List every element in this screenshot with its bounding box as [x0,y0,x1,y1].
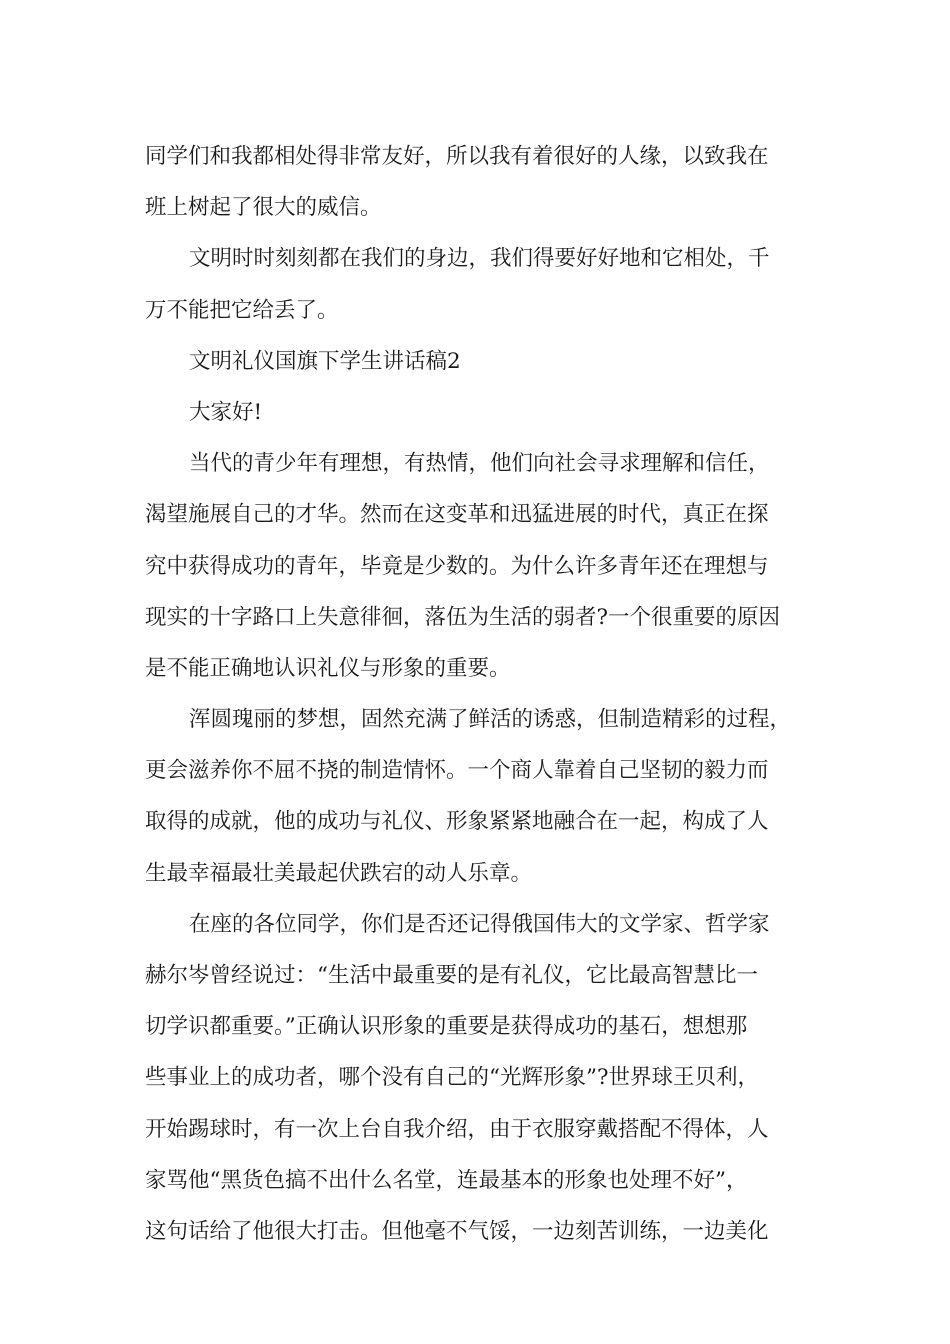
text-line: 切学识都重要。”正确认识形象的重要是获得成功的基石，想想那 [145,1014,748,1040]
text-line: 班上树起了很大的威信。 [145,195,382,221]
document-body [145,131,825,1257]
text-line: 是不能正确地认识礼仪与形象的重要。 [145,655,511,681]
text-line: 家骂他“黑货色搞不出什么名堂，连最基本的形象也处理不好”， [145,1167,748,1193]
salutation: 大家好! [189,399,263,425]
text-line: 更会滋养你不屈不挠的制造情怀。一个商人靠着自己坚韧的毅力而 [145,758,769,784]
text-line: 在座的各位同学，你们是否还记得俄国伟大的文学家、哲学家 [189,911,770,937]
text-line: 万不能把它给丢了。 [145,297,339,323]
text-line: 浑圆瑰丽的梦想，固然充满了鲜活的诱惑，但制造精彩的过程， [189,707,792,733]
text-line: 生最幸福最壮美最起伏跌宕的动人乐章。 [145,860,533,886]
text-line: 文明时时刻刻都在我们的身边，我们得要好好地和它相处，千 [189,246,770,272]
text-line: 取得的成就，他的成功与礼仪、形象紧紧地融合在一起，构成了人 [145,809,769,835]
text-line: 现实的十字路口上失意徘徊，落伍为生活的弱者?一个很重要的原因 [145,604,781,630]
text-line: 当代的青少年有理想，有热情，他们向社会寻求理解和信任， [189,451,770,477]
text-line: 赫尔岑曾经说过：“生活中最重要的是有礼仪，它比最高智慧比一 [145,963,758,988]
text-line: 些事业上的成功者，哪个没有自己的“光辉形象”?世界球王贝利， [145,1065,760,1091]
section-heading: 文明礼仪国旗下学生讲话稿2 [189,348,461,374]
text-line: 究中获得成功的青年，毕竟是少数的。为什么许多青年还在理想与 [145,553,769,579]
text-line: 同学们和我都相处得非常友好，所以我有着很好的人缘，以致我在 [145,144,769,169]
text-line: 这句话给了他很大打击。但他毫不气馁，一边刻苦训练，一边美化 [145,1218,769,1244]
text-line: 渴望施展自己的才华。然而在这变革和迅猛进展的时代，真正在探 [145,502,769,528]
text-line: 开始踢球时，有一次上台自我介绍，由于衣服穿戴搭配不得体，人 [145,1116,769,1142]
